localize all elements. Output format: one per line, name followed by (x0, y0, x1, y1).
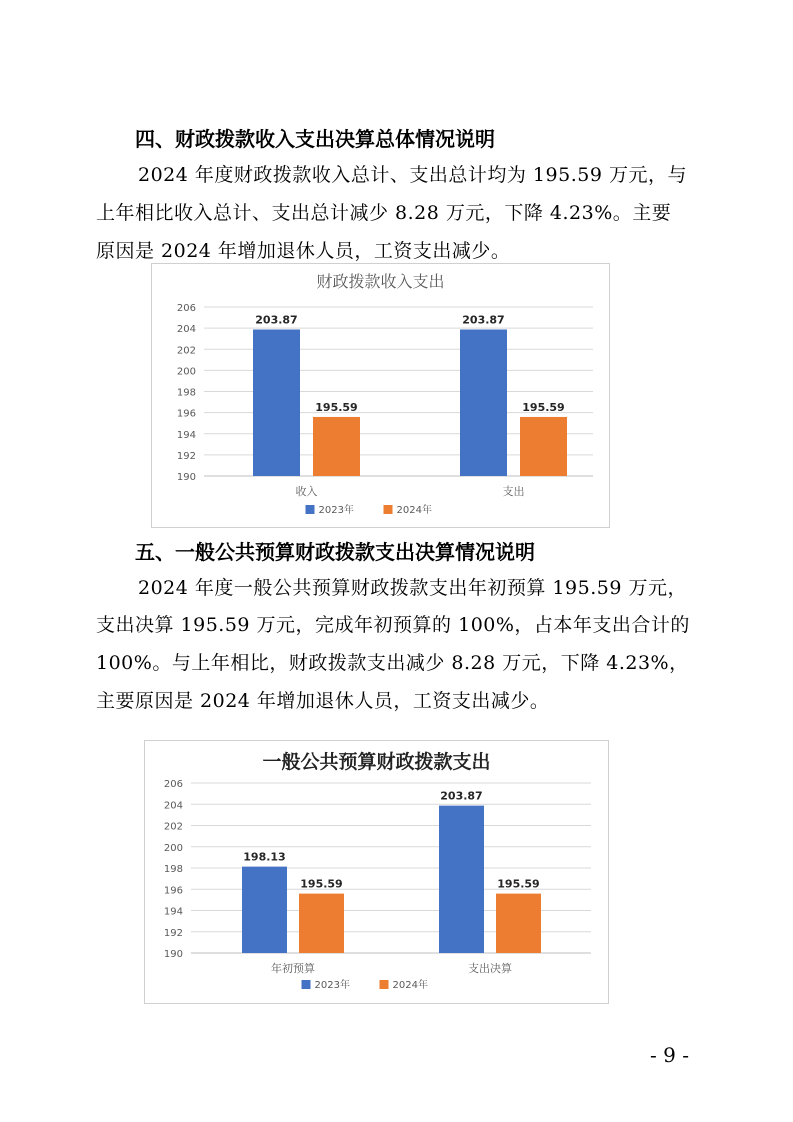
y-tick-label: 202 (163, 821, 183, 833)
section5-paragraph-line-3: 100%。与上年相比，财政拨款支出减少 8.28 万元，下降 4.23%， (96, 652, 689, 674)
data-label: 195.59 (522, 400, 565, 414)
data-label: 203.87 (462, 313, 505, 327)
x-category-label: 支出决算 (468, 962, 512, 975)
chart-title: 一般公共预算财政拨款支出 (262, 751, 491, 773)
y-tick-label: 198 (176, 387, 196, 399)
y-tick-label: 200 (163, 842, 183, 854)
chart-title: 财政拨款收入支出 (316, 272, 445, 291)
legend-swatch (380, 980, 389, 989)
data-label: 203.87 (440, 789, 483, 803)
page-number: - 9 - (650, 1043, 689, 1067)
bar-2023 (460, 329, 507, 476)
x-category-label: 收入 (295, 485, 318, 498)
chart-general-budget-expenditure (145, 741, 608, 1003)
data-label: 203.87 (255, 313, 298, 327)
y-tick-label: 200 (176, 366, 196, 378)
y-tick-label: 192 (163, 927, 183, 939)
chart-box-1 (151, 263, 610, 528)
data-label: 195.59 (497, 877, 540, 891)
y-tick-label: 190 (176, 472, 196, 483)
y-tick-label: 202 (176, 345, 196, 357)
y-tick-label: 198 (163, 864, 183, 875)
legend-swatch (306, 505, 315, 514)
y-tick-label: 192 (176, 450, 196, 462)
chart-revenue-expenditure (152, 264, 609, 527)
legend-label: 2023年 (318, 505, 354, 516)
legend-label: 2024年 (392, 980, 428, 991)
legend-label: 2024年 (396, 505, 432, 516)
x-category-label: 年初预算 (271, 962, 315, 975)
y-tick-label: 190 (163, 949, 183, 960)
section5-paragraph-line-1: 2024 年度一般公共预算财政拨款支出年初预算 195.59 万元， (138, 577, 687, 599)
y-tick-label: 196 (176, 408, 196, 420)
bar-2023 (439, 806, 484, 953)
bar-2023 (253, 329, 300, 476)
y-tick-label: 204 (176, 324, 196, 336)
bar-2024 (313, 417, 360, 476)
x-category-label: 支出 (502, 485, 525, 498)
y-tick-label: 204 (163, 800, 183, 812)
chart-box-2 (144, 740, 609, 1004)
section5-heading: 五、一般公共预算财政拨款支出决算情况说明 (135, 540, 535, 564)
y-tick-label: 194 (176, 429, 196, 441)
y-tick-label: 194 (163, 906, 183, 918)
data-label: 195.59 (300, 877, 343, 891)
bar-2024 (496, 894, 541, 953)
section4-paragraph-line-2: 上年相比收入总计、支出总计减少 8.28 万元，下降 4.23%。主要 (96, 202, 672, 224)
data-label: 198.13 (243, 850, 286, 864)
y-tick-label: 206 (163, 779, 183, 790)
section4-heading: 四、财政拨款收入支出决算总体情况说明 (135, 127, 495, 151)
legend-label: 2023年 (314, 980, 350, 991)
bar-2023 (242, 867, 287, 953)
y-tick-label: 196 (163, 885, 183, 897)
legend-swatch (384, 505, 393, 514)
section4-paragraph-line-3: 原因是 2024 年增加退休人员，工资支出减少。 (96, 240, 511, 262)
legend-swatch (302, 980, 311, 989)
bar-2024 (299, 894, 344, 953)
section4-paragraph-line-1: 2024 年度财政拨款收入总计、支出总计均为 195.59 万元，与 (138, 164, 687, 186)
data-label: 195.59 (315, 400, 358, 414)
section5-paragraph-line-4: 主要原因是 2024 年增加退休人员，工资支出减少。 (96, 690, 550, 712)
y-tick-label: 206 (176, 303, 196, 314)
bar-2024 (520, 417, 567, 476)
section5-paragraph-line-2: 支出决算 195.59 万元，完成年初预算的 100%，占本年支出合计的 (96, 614, 690, 636)
